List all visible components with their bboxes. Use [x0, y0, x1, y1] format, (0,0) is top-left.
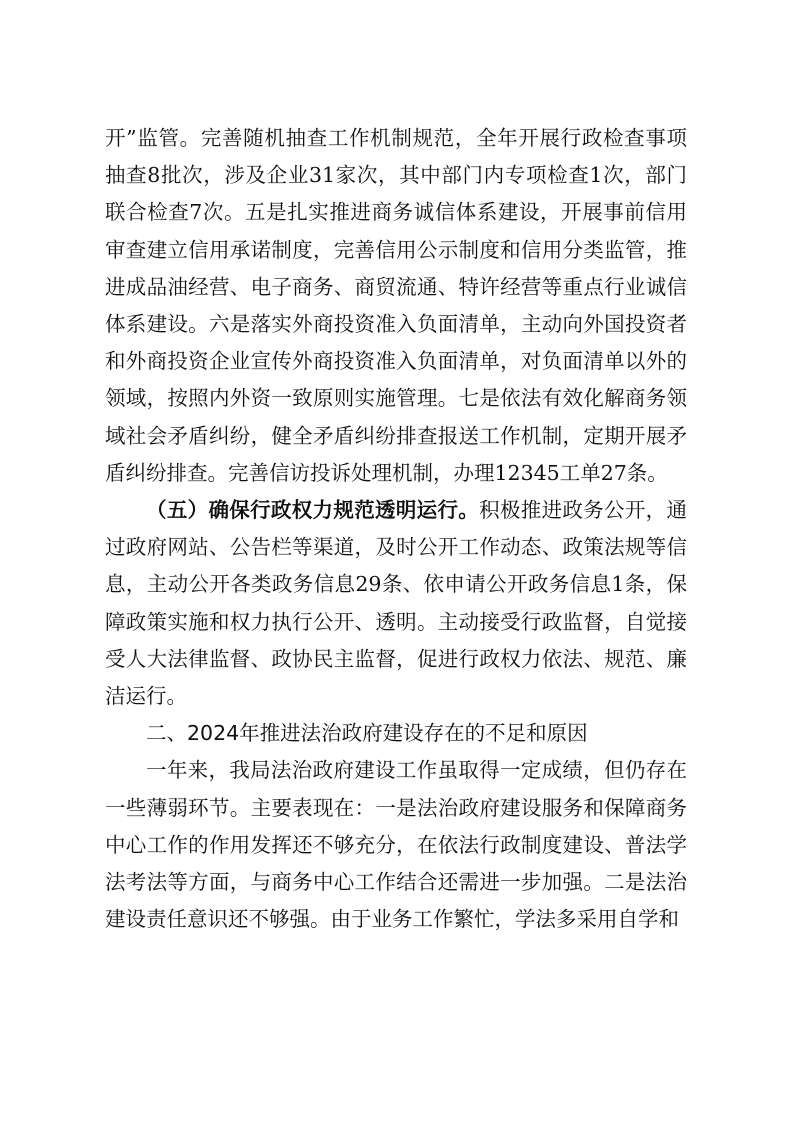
paragraph-text: 一年来，我局法治政府建设工作虽取得一定成绩，但仍存在一些薄弱环节。主要表现在：一是法治政府建设服务和保障商务中心工作的作用发挥还不够充分，在依法行政制度建设、普法学法考法等方面，与商务中心工作结合还需进一步加强。二是法治建设责任意识还不够强。由于业务工作繁忙，学法多采用自学和 — [105, 758, 687, 932]
document-body — [105, 120, 687, 938]
paragraph-administrative-power-transparency — [105, 492, 687, 715]
paragraph-regulation-supervision — [105, 120, 687, 492]
paragraph-text: 积极推进政务公开，通过政府网站、公告栏等渠道，及时公开工作动态、政策法规等信息，主动公开各类政务信息29条、依申请公开政务信息1条，保障政策实施和权力执行公开、透明。主动接受行政监督，自觉接受人大法律监督、政协民主监督，促进行政权力依法、规范、廉洁运行。 — [105, 498, 688, 709]
section-heading-text: 二、2024年推进法治政府建设存在的不足和原因 — [146, 721, 588, 746]
paragraph-shortcomings-detail — [105, 752, 687, 938]
paragraph-text: 开”监管。完善随机抽查工作机制规范，全年开展行政检查事项抽查8批次，涉及企业31家次，其中部门内专项检查1次，部门联合检查7次。五是扎实推进商务诚信体系建设，开展事前信用审查建立信用承诺制度，完善信用公示制度和信用分类监管，推进成品油经营、电子商务、商贸流通、特许经营等重点行业诚信体系建设。六是落实外商投资准入负面清单，主动向外国投资者和外商投资企业宣传外商投资准入负面清单，对负面清单以外的领域，按照内外资一致原则实施管理。七是依法有效化解商务领域社会矛盾纠纷，健全矛盾纠纷排查报送工作机制，定期开展矛盾纠纷排查。完善信访投诉处理机制，办理12345工单27条。 — [105, 126, 687, 485]
section-heading-shortcomings — [105, 715, 687, 752]
subsection-heading: （五）确保行政权力规范透明运行。 — [146, 498, 480, 523]
